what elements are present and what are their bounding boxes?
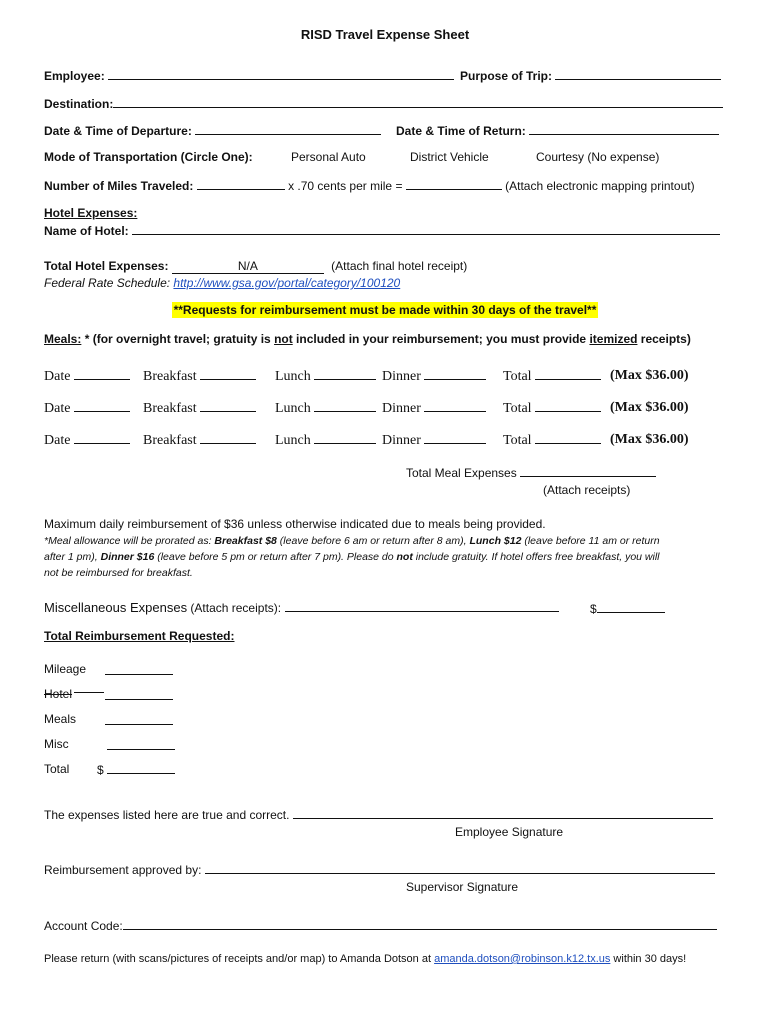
meals-note-not: not	[274, 332, 293, 346]
meal-lunch-field[interactable]	[314, 368, 376, 380]
employee-label: Employee:	[44, 69, 105, 83]
misc-description-field[interactable]	[285, 600, 559, 612]
allowance-text: (leave before 11 am or return	[521, 535, 660, 547]
rate-schedule-row	[44, 276, 400, 290]
meals-heading-row	[44, 332, 691, 346]
destination-label: Destination:	[44, 97, 114, 111]
max-daily-text: Maximum daily reimbursement of $36 unless otherwise indicated due to meals being provided.	[44, 517, 546, 531]
meal-date-field[interactable]	[74, 400, 130, 412]
total-meal-label: Total Meal Expenses	[406, 466, 517, 480]
allowance-line-3: not be reimbursed for breakfast.	[44, 567, 193, 579]
departure-label: Date & Time of Departure:	[44, 124, 192, 138]
misc-label: Miscellaneous Expenses	[44, 600, 188, 615]
account-row	[44, 918, 717, 933]
meal-max: (Max $36.00)	[610, 400, 689, 415]
allowance-not: not	[396, 551, 413, 563]
meal-max: (Max $36.00)	[610, 368, 689, 383]
misc-amount-row	[590, 601, 665, 616]
purpose-row	[460, 68, 721, 83]
allowance-text: (leave before 5 pm or return after 7 pm). Please do	[154, 551, 397, 563]
meal-lunch-group	[275, 432, 376, 449]
meal-date-field[interactable]	[74, 432, 130, 444]
hotel-total-row	[44, 259, 467, 274]
meal-total-field[interactable]	[535, 400, 601, 412]
meals-note-itemized: itemized	[589, 332, 638, 346]
meals-heading: Meals:	[44, 332, 82, 346]
meal-total-field[interactable]	[535, 432, 601, 444]
hotel-name-row	[44, 223, 720, 238]
meal-row	[44, 400, 130, 417]
miles-label: Number of Miles Traveled:	[44, 179, 194, 193]
return-label: Date & Time of Return:	[396, 124, 526, 138]
meal-breakfast-field[interactable]	[200, 368, 256, 380]
reimb-meals-label: Meals	[44, 712, 77, 726]
meal-total-label: Total	[503, 401, 532, 416]
reimb-hotel-field[interactable]	[105, 688, 173, 700]
reimb-total-row	[97, 762, 175, 777]
reimb-total-dollar: $	[97, 763, 104, 777]
certify-row	[44, 807, 713, 822]
destination-row	[44, 96, 723, 111]
meal-lunch-field[interactable]	[314, 400, 376, 412]
departure-row	[44, 123, 381, 138]
meals-note-part: receipts)	[637, 332, 691, 346]
approved-label: Reimbursement approved by:	[44, 863, 202, 877]
meal-date-label: Date	[44, 433, 71, 448]
hotel-heading: Hotel Expenses:	[44, 206, 138, 220]
meal-lunch-group	[275, 400, 376, 417]
meal-date-label: Date	[44, 369, 71, 384]
meal-dinner-label: Dinner	[382, 401, 421, 416]
supervisor-signature-caption: Supervisor Signature	[406, 880, 519, 894]
meal-lunch-label: Lunch	[275, 401, 311, 416]
mode-option-courtesy[interactable]: Courtesy (No expense)	[536, 150, 660, 164]
hotel-total-field[interactable]: N/A	[172, 260, 324, 274]
purpose-field[interactable]	[555, 68, 721, 80]
meals-note-part: included in your reimbursement; you must provide	[292, 332, 590, 346]
certify-text: The expenses listed here are true and correct.	[44, 808, 290, 822]
reimbursement-heading: Total Reimbursement Requested:	[44, 629, 235, 643]
total-meal-field[interactable]	[520, 465, 656, 477]
allowance-line-2	[44, 549, 660, 565]
reimb-total-field[interactable]	[107, 762, 175, 774]
hotel-name-label: Name of Hotel:	[44, 224, 129, 238]
allowance-text: (leave before 6 am or return after 8 am),	[276, 535, 470, 547]
employee-field[interactable]	[108, 68, 454, 80]
meal-dinner-field[interactable]	[424, 432, 486, 444]
meal-attach-note: (Attach receipts)	[543, 483, 631, 497]
mode-option-personal-auto[interactable]: Personal Auto	[291, 150, 366, 164]
meal-lunch-field[interactable]	[314, 432, 376, 444]
meal-row	[44, 432, 130, 449]
meal-lunch-label: Lunch	[275, 433, 311, 448]
hotel-total-note: (Attach final hotel receipt)	[331, 259, 468, 273]
purpose-label: Purpose of Trip:	[460, 69, 553, 83]
employee-signature-field[interactable]	[293, 807, 713, 819]
meal-dinner-group	[382, 432, 486, 449]
notice-row	[0, 303, 770, 317]
misc-attach: (Attach receipts):	[187, 601, 282, 615]
approved-row	[44, 862, 715, 877]
allowance-breakfast: Breakfast $8	[214, 535, 277, 547]
meal-breakfast-group	[143, 432, 256, 449]
meal-date-label: Date	[44, 401, 71, 416]
mode-label: Mode of Transportation (Circle One):	[44, 150, 253, 164]
meal-dinner-group	[382, 400, 486, 417]
account-code-field[interactable]	[123, 918, 717, 930]
allowance-dinner: Dinner $16	[100, 551, 155, 563]
destination-field[interactable]	[113, 96, 723, 108]
employee-signature-caption: Employee Signature	[455, 825, 564, 839]
total-meal-row	[406, 465, 656, 480]
reimb-mileage-label: Mileage	[44, 662, 87, 676]
meal-lunch-group	[275, 368, 376, 385]
meal-dinner-field[interactable]	[424, 400, 486, 412]
meal-breakfast-label: Breakfast	[143, 369, 197, 384]
allowance-text: *Meal allowance will be prorated as:	[44, 535, 215, 547]
meal-dinner-field[interactable]	[424, 368, 486, 380]
supervisor-signature-field[interactable]	[205, 862, 715, 874]
footer-text: within 30 days!	[610, 953, 687, 965]
meal-max: (Max $36.00)	[610, 432, 689, 447]
rate-schedule-label: Federal Rate Schedule:	[44, 276, 171, 290]
reimbursement-deadline-notice: **Requests for reimbursement must be made within 30 days of the travel**	[173, 303, 597, 317]
meal-total-group	[503, 400, 601, 417]
reimb-misc-field[interactable]	[107, 738, 175, 750]
meal-breakfast-field[interactable]	[200, 400, 256, 412]
meal-dinner-label: Dinner	[382, 433, 421, 448]
miles-row	[44, 178, 695, 193]
meal-breakfast-group	[143, 400, 256, 417]
miles-rate: x .70 cents per mile =	[288, 179, 403, 193]
misc-dollar: $	[590, 602, 597, 616]
meal-lunch-label: Lunch	[275, 369, 311, 384]
footer-text: Please return (with scans/pictures of receipts and/or map) to Amanda Dotson at	[44, 953, 435, 965]
meal-total-label: Total	[503, 433, 532, 448]
mode-option-district-vehicle[interactable]: District Vehicle	[410, 150, 489, 164]
meal-breakfast-label: Breakfast	[143, 401, 197, 416]
miles-amount-field[interactable]	[406, 178, 502, 190]
miles-note: (Attach electronic mapping printout)	[505, 179, 695, 193]
reimb-mileage-field[interactable]	[105, 663, 173, 675]
meal-date-field[interactable]	[74, 368, 130, 380]
hotel-total-label: Total Hotel Expenses:	[44, 259, 169, 273]
reimb-hotel-label: Hotel	[44, 687, 73, 701]
footer-row	[44, 953, 686, 965]
misc-row	[44, 600, 559, 615]
footer-email-link[interactable]: amanda.dotson@robinson.k12.tx.us	[434, 953, 611, 965]
miles-field[interactable]	[197, 178, 285, 190]
meal-total-label: Total	[503, 369, 532, 384]
hotel-name-field[interactable]	[132, 223, 720, 235]
departure-field[interactable]	[195, 123, 381, 135]
allowance-lunch: Lunch $12	[469, 535, 522, 547]
meal-total-group	[503, 368, 601, 385]
meal-total-field[interactable]	[535, 368, 601, 380]
reimb-total-label: Total	[44, 762, 70, 776]
page-title: RISD Travel Expense Sheet	[300, 27, 470, 42]
allowance-text: after 1 pm),	[44, 551, 101, 563]
return-field[interactable]	[529, 123, 719, 135]
meal-dinner-group	[382, 368, 486, 385]
reimb-misc-label: Misc	[44, 737, 69, 751]
account-label: Account Code:	[44, 919, 123, 933]
meal-dinner-label: Dinner	[382, 369, 421, 384]
meal-breakfast-label: Breakfast	[143, 433, 197, 448]
misc-amount-field[interactable]	[597, 601, 665, 613]
hotel-strike-line	[74, 692, 104, 693]
meal-total-group	[503, 432, 601, 449]
employee-row	[44, 68, 454, 83]
allowance-line-1	[44, 533, 660, 549]
meal-breakfast-field[interactable]	[200, 432, 256, 444]
allowance-text: include gratuity. If hotel offers free breakfast, you will	[412, 551, 660, 563]
rate-schedule-link[interactable]: http://www.gsa.gov/portal/category/100120	[173, 276, 401, 290]
reimb-meals-field[interactable]	[105, 713, 173, 725]
meals-note-part: * (for overnight travel; gratuity is	[81, 332, 275, 346]
meal-row	[44, 368, 130, 385]
return-row	[396, 123, 719, 138]
meal-breakfast-group	[143, 368, 256, 385]
